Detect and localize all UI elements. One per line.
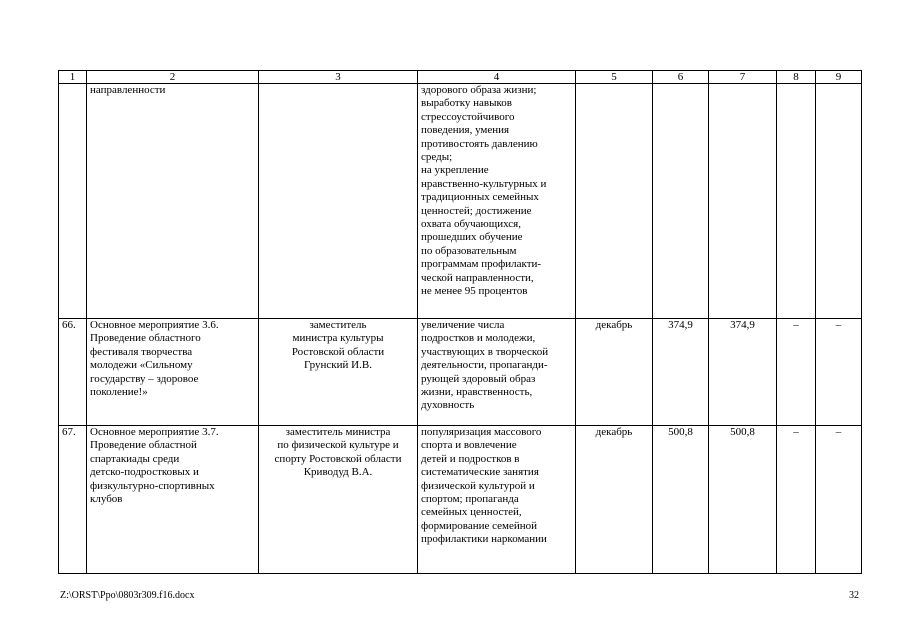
deadline-cell: [576, 84, 653, 319]
deadline-cell: декабрь: [576, 426, 653, 574]
header-cell: 3: [259, 71, 418, 84]
amount-cell: 374,9: [709, 319, 777, 426]
table-row: [59, 426, 862, 574]
amount-cell: –: [777, 319, 816, 426]
header-cell: 5: [576, 71, 653, 84]
header-cell: 7: [709, 71, 777, 84]
page-number: 32: [849, 590, 859, 601]
table-row: [59, 319, 862, 426]
row-number: 67.: [59, 426, 87, 574]
amount-cell: –: [777, 426, 816, 574]
table-row: [59, 84, 862, 319]
amount-cell: [777, 84, 816, 319]
amount-cell: [816, 84, 862, 319]
amount-cell: 500,8: [709, 426, 777, 574]
deadline-cell: декабрь: [576, 319, 653, 426]
responsible-cell: заместитель министра культуры Ростовской области Грунский И.В.: [259, 319, 418, 426]
amount-cell: –: [816, 319, 862, 426]
amount-cell: 374,9: [653, 319, 709, 426]
header-cell: 9: [816, 71, 862, 84]
amount-cell: –: [816, 426, 862, 574]
activity-cell: Основное мероприятие 3.7. Проведение областной спартакиады среди детско-подростковых и физкультурно-спортивных клубов: [87, 426, 259, 574]
result-cell: популяризация массового спорта и вовлечение детей и подростков в систематические занятия физической культурой и спортом; пропаганда семейных ценностей, формирование семейной профилактики наркомании: [418, 426, 576, 574]
responsible-cell: заместитель министра по физической культуре и спорту Ростовской области Криводуд В.А.: [259, 426, 418, 574]
row-number: 66.: [59, 319, 87, 426]
table-header-row: [59, 71, 862, 84]
file-path: Z:\ORST\Ppo\0803r309.f16.docx: [60, 590, 195, 601]
header-cell: 4: [418, 71, 576, 84]
responsible-cell: [259, 84, 418, 319]
amount-cell: [653, 84, 709, 319]
result-cell: увеличение числа подростков и молодежи, участвующих в творческой деятельности, пропаганди- рующей здоровый образ жизни, нравственность, духовность: [418, 319, 576, 426]
activity-cell: Основное мероприятие 3.6. Проведение областного фестиваля творчества молодежи «Сильному государству – здоровое поколение!»: [87, 319, 259, 426]
header-cell: 1: [59, 71, 87, 84]
header-cell: 6: [653, 71, 709, 84]
header-cell: 8: [777, 71, 816, 84]
header-cell: 2: [87, 71, 259, 84]
amount-cell: 500,8: [653, 426, 709, 574]
amount-cell: [709, 84, 777, 319]
result-cell: здорового образа жизни; выработку навыков стрессоустойчивого поведения, умения противостоять давлению среды; на укрепление нравственно-культурных и традиционных семейных ценностей; достижение охвата обучающихся, прошедших обучение по образовательным программам профилакти- ческой направленности, не менее 95 процентов: [418, 84, 576, 319]
program-table: [58, 70, 862, 574]
activity-cell: направленности: [87, 84, 259, 319]
row-number: [59, 84, 87, 319]
